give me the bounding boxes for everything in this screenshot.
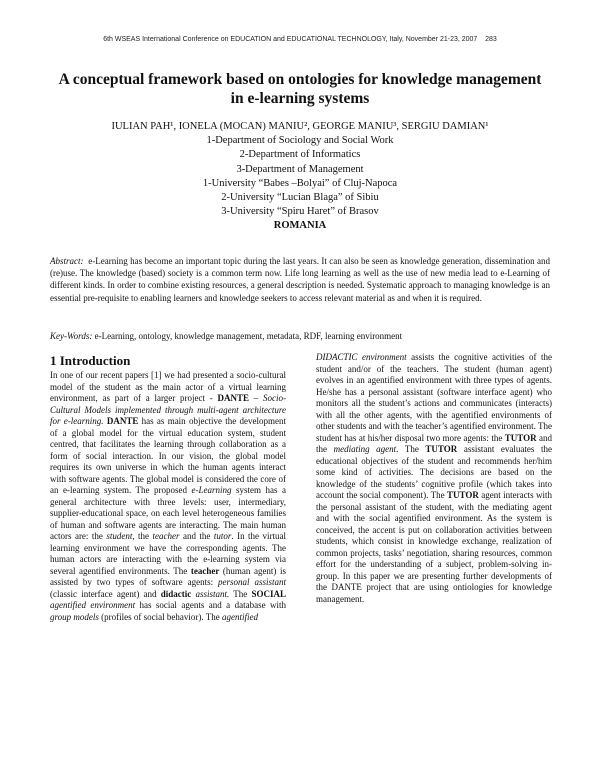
- running-head-text: 6th WSEAS International Conference on EDUCATION and EDUCATIONAL TECHNOLOGY, Italy, November 21-23, 2007: [103, 36, 478, 43]
- affiliation-6: 3-University “Spiru Haret” of Brasov: [221, 206, 379, 218]
- intro-paragraph-left: In one of our recent papers [1] we had presented a socio-cultural model of the student as the main actor of a virtual learning environment, as part of a larger project - DANTE – Socio-Cultural Models implemented through multi-agent architecture for e-learning. DANTE has as main objective the development of a global model for the virtual education system, student centred, that facilitates the learning through collaboration as a form of social interaction. In our vision, the global model requires its own universe in which the human agents interact with software agents. The global model is considered the core of an e-learning system. The proposed e-Learning system has a general architecture with three levels: user, intermediary, supplier-educational space, on each level heterogeneous families of human and software agents are interacting. The main human actors are: the student, the teacher and the tutor. In the virtual learning environment we have the corresponding agents. The human actors are interacting with the e-learning system via several agentified environments. The teacher (human agent) is assisted by two types of software agents: personal assistant (classic interface agent) and didactic assistant. The SOCIAL agentified environment has social agents and a database with group models (profiles of social behavior). The agentified: [50, 370, 287, 622]
- affiliation-4: 1-University “Babes –Bolyai” of Cluj-Napoca: [202, 177, 398, 189]
- section-heading-introduction: 1 Introduction: [50, 353, 131, 368]
- affiliation-1: 1-Department of Sociology and Social Work: [206, 135, 394, 147]
- affiliation-5: 2-University “Lucian Blaga” of Sibiu: [221, 192, 379, 204]
- intro-paragraph-right: DIDACTIC environment assists the cognitive activities of the student and/or of the teachers. The student (human agent) evolves in an agentified environment with three types of agents. He/she has a personal assistant (software interface agent) who monitors all the student’s actions and communicates (interacts) with all the other agents, with the agentified environments of other students and with the teacher’s agentified environment. The student has at his/her disposal two more agents: the TUTOR and the mediating agent. The TUTOR assistant evaluates the educational objectives of the student and recommends her/him some kind of activities. The decisions are based on the knowledge of the students’ cognitive profile (which takes into account the social component). The TUTOR agent interacts with the personal assistant of the student, with the mediating agent and with the social agentified environment. As the system is conceived, the accent is put on collaboration activities between students, which consist in knowledge exchange, realization of common projects, tasks’ negotiation, sharing resources, common effort for the understanding of a subject, problem-solving in-group. In this paper we are presenting further developments of the DANTE project that are using ontiologies for knowledge management.: [316, 352, 553, 604]
- left-column: [50, 352, 286, 623]
- abstract-label: Abstract:: [50, 256, 84, 266]
- keywords-label: Key-Words:: [50, 331, 93, 341]
- affiliation-3: 3-Department of Management: [236, 163, 364, 175]
- right-column: [316, 352, 552, 605]
- keywords: [50, 330, 550, 342]
- author-names: IULIAN PAH¹, IONELA (MOCAN) MANIU², GEORGE MANIU³, SERGIU DAMIAN¹: [111, 121, 489, 132]
- title-line-1: A conceptual framework based on ontologies for knowledge management: [58, 71, 542, 88]
- abstract: [50, 255, 550, 304]
- abstract-text: e-Learning has become an important topic during the last years. It can also be seen as knowledge generation, dissemination and (re)use. The knowledge (based) society is a common term now. Life long learning as well as the use of new media lead to e-Learning of different kinds. In order to combine existing resources, a general description is needed. Systematic approach to managing knowledge is an essential pre-requisite to enabling learners and knowledge seekers to access relevant material as and when it is required.: [50, 256, 550, 303]
- page-number: 283: [485, 36, 497, 43]
- title-line-2: in e-learning systems: [230, 90, 370, 107]
- running-header: [0, 36, 600, 43]
- keywords-text: e-Learning, ontology, knowledge management, metadata, RDF, learning environment: [94, 331, 403, 341]
- country: ROMANIA: [273, 220, 327, 232]
- paper-title: [40, 70, 560, 108]
- author-block: [40, 120, 560, 234]
- affiliation-2: 2-Department of Informatics: [239, 149, 361, 161]
